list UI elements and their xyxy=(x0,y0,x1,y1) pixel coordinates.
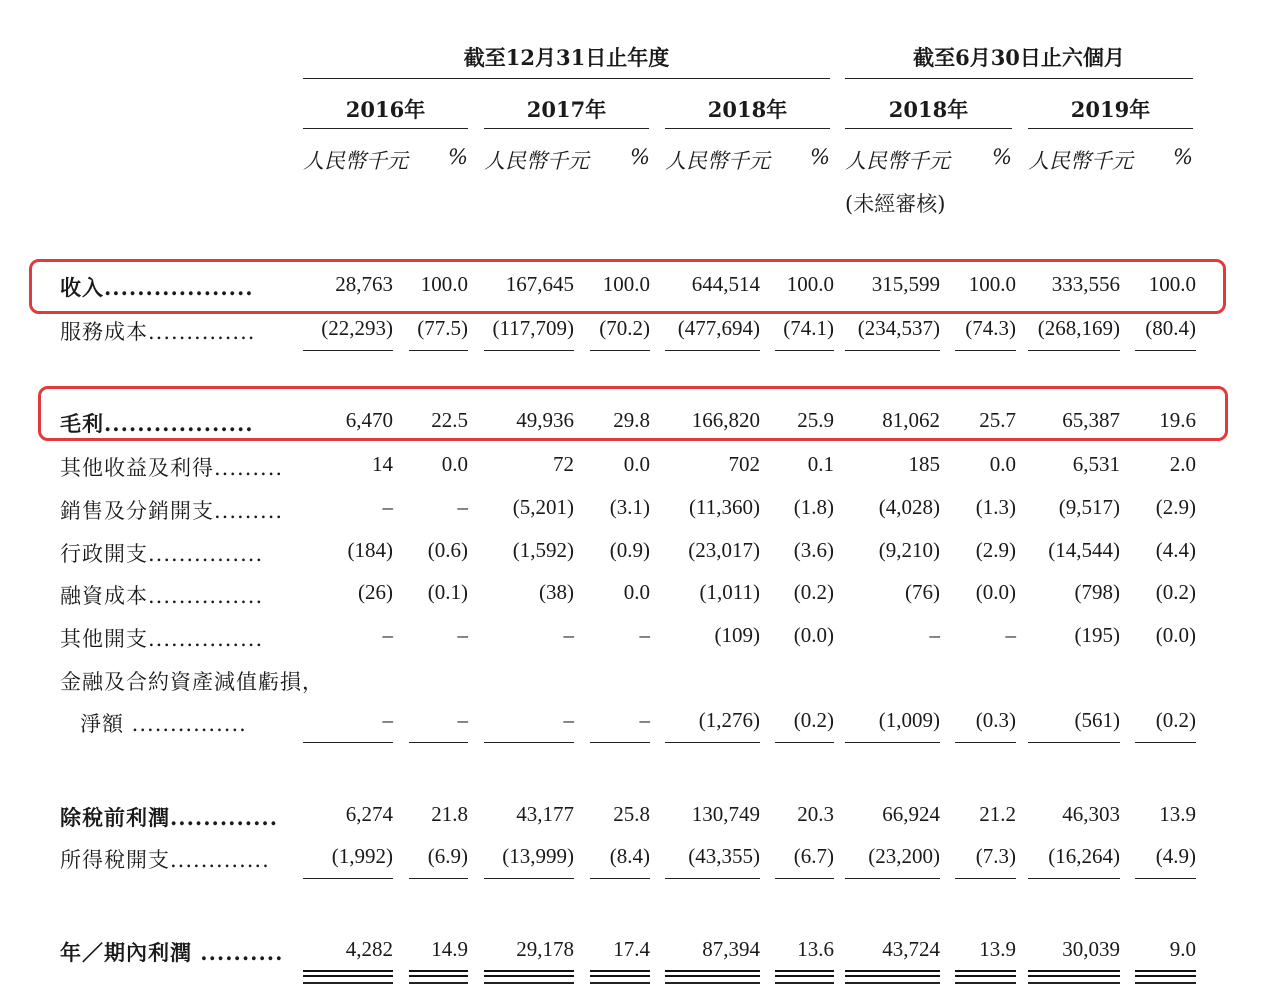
cell-other-expenses-1: – xyxy=(457,623,468,647)
cell-revenue-0: 28,763 xyxy=(335,272,393,296)
cell-income-tax-8: (16,264) xyxy=(1048,844,1120,868)
underline-1-6 xyxy=(845,742,940,743)
header-group-full-year: 截至12月31日止年度 xyxy=(463,45,670,70)
cell-impairment-losses-1: – xyxy=(457,708,468,732)
underline-0-6 xyxy=(845,350,940,351)
row-label-income-tax: 所得稅開支............. xyxy=(60,848,270,872)
cell-revenue-1: 100.0 xyxy=(420,272,468,296)
cell-revenue-6: 315,599 xyxy=(871,272,940,296)
year-header-2018: 2018年 xyxy=(707,97,788,122)
row-label-other-expenses: 其他開支............... xyxy=(60,627,264,651)
cell-profit-before-tax-2: 43,177 xyxy=(516,802,574,826)
cell-impairment-losses-2: – xyxy=(563,708,574,732)
cell-selling-expenses-1: – xyxy=(457,495,468,519)
row-label-revenue: 收入.................. xyxy=(60,275,254,300)
cell-profit-before-tax-0: 6,274 xyxy=(345,802,393,826)
cell-profit-for-period-5: 13.6 xyxy=(797,937,834,961)
double-underline-b-3 xyxy=(590,982,650,984)
cell-admin-expenses-4: (23,017) xyxy=(688,538,760,562)
cell-finance-costs-9: (0.2) xyxy=(1155,580,1196,604)
cell-profit-for-period-7: 13.9 xyxy=(979,937,1016,961)
cell-revenue-4: 644,514 xyxy=(691,272,760,296)
cell-gross-profit-1: 22.5 xyxy=(431,408,468,432)
cell-other-expenses-9: (0.0) xyxy=(1155,623,1196,647)
double-underline-2 xyxy=(484,970,574,977)
unit-amount-2019-h1: 人民幣千元 xyxy=(1028,149,1133,173)
cell-cost-of-services-0: (22,293) xyxy=(321,316,393,340)
cell-other-income-2: 72 xyxy=(553,452,574,476)
cell-profit-for-period-0: 4,282 xyxy=(345,937,393,961)
cell-revenue-3: 100.0 xyxy=(602,272,650,296)
double-underline-b-2 xyxy=(484,982,574,984)
cell-gross-profit-9: 19.6 xyxy=(1159,408,1196,432)
underline-0-1 xyxy=(409,350,468,351)
cell-impairment-losses-3: – xyxy=(639,708,650,732)
row-label-profit-for-period: 年／期內利潤 .......... xyxy=(60,940,284,965)
row-label-cost-of-services: 服務成本.............. xyxy=(60,320,256,344)
cell-gross-profit-8: 65,387 xyxy=(1062,408,1120,432)
unit-amount-2017: 人民幣千元 xyxy=(484,149,589,173)
cell-other-income-1: 0.0 xyxy=(441,452,468,476)
double-underline-b-6 xyxy=(845,982,940,984)
cell-selling-expenses-3: (3.1) xyxy=(609,495,650,519)
underline-1-7 xyxy=(955,742,1016,743)
cell-income-tax-1: (6.9) xyxy=(427,844,468,868)
cell-other-expenses-0: – xyxy=(382,623,393,647)
double-underline-b-0 xyxy=(303,982,393,984)
year-header-2019-h1: 2019年 xyxy=(1070,97,1151,122)
cell-admin-expenses-8: (14,544) xyxy=(1048,538,1120,562)
cell-other-expenses-6: – xyxy=(929,623,940,647)
cell-income-tax-7: (7.3) xyxy=(975,844,1016,868)
header-group-six-months: 截至6月30日止六個月 xyxy=(913,45,1125,70)
double-underline-7 xyxy=(955,970,1016,977)
unit-pct-2018-h1: % xyxy=(992,145,1012,169)
cell-income-tax-5: (6.7) xyxy=(793,844,834,868)
cell-revenue-2: 167,645 xyxy=(505,272,574,296)
cell-other-income-4: 702 xyxy=(728,452,760,476)
row-label-admin-expenses: 行政開支............... xyxy=(60,542,264,566)
cell-cost-of-services-7: (74.3) xyxy=(965,316,1016,340)
cell-profit-before-tax-3: 25.8 xyxy=(613,802,650,826)
cell-finance-costs-7: (0.0) xyxy=(975,580,1016,604)
cell-cost-of-services-3: (70.2) xyxy=(599,316,650,340)
unit-pct-2018: % xyxy=(810,145,830,169)
underline-0-5 xyxy=(775,350,834,351)
cell-profit-before-tax-4: 130,749 xyxy=(691,802,760,826)
cell-income-tax-6: (23,200) xyxy=(868,844,940,868)
year-underline-2018 xyxy=(665,128,830,129)
unit-amount-2018: 人民幣千元 xyxy=(665,149,770,173)
double-underline-b-4 xyxy=(665,982,760,984)
cell-admin-expenses-0: (184) xyxy=(347,538,393,562)
row-label-impairment-losses: 金融及合約資產減值虧損， xyxy=(60,670,324,694)
cell-cost-of-services-4: (477,694) xyxy=(677,316,760,340)
cell-finance-costs-0: (26) xyxy=(358,580,393,604)
unit-amount-2016: 人民幣千元 xyxy=(303,149,408,173)
cell-finance-costs-6: (76) xyxy=(905,580,940,604)
underline-2-4 xyxy=(665,878,760,879)
underline-1-2 xyxy=(484,742,574,743)
cell-gross-profit-5: 25.9 xyxy=(797,408,834,432)
double-underline-b-1 xyxy=(409,982,468,984)
underline-2-7 xyxy=(955,878,1016,879)
cell-admin-expenses-7: (2.9) xyxy=(975,538,1016,562)
cell-income-tax-4: (43,355) xyxy=(688,844,760,868)
underline-0-9 xyxy=(1135,350,1196,351)
cell-selling-expenses-9: (2.9) xyxy=(1155,495,1196,519)
cell-finance-costs-3: 0.0 xyxy=(623,580,650,604)
cell-income-tax-3: (8.4) xyxy=(609,844,650,868)
underline-0-4 xyxy=(665,350,760,351)
cell-selling-expenses-8: (9,517) xyxy=(1058,495,1120,519)
year-underline-2017 xyxy=(484,128,649,129)
cell-revenue-9: 100.0 xyxy=(1148,272,1196,296)
cell-other-expenses-3: – xyxy=(639,623,650,647)
double-underline-1 xyxy=(409,970,468,977)
underline-2-3 xyxy=(590,878,650,879)
double-underline-3 xyxy=(590,970,650,977)
double-underline-8 xyxy=(1028,970,1120,977)
row-label-profit-before-tax: 除稅前利潤............. xyxy=(60,805,279,830)
underline-2-6 xyxy=(845,878,940,879)
cell-admin-expenses-9: (4.4) xyxy=(1155,538,1196,562)
unit-amount-2018-h1: 人民幣千元 xyxy=(845,149,950,173)
cell-income-tax-0: (1,992) xyxy=(331,844,393,868)
cell-other-income-3: 0.0 xyxy=(623,452,650,476)
cell-other-income-7: 0.0 xyxy=(989,452,1016,476)
cell-selling-expenses-7: (1.3) xyxy=(975,495,1016,519)
double-underline-b-5 xyxy=(775,982,834,984)
underline-2-9 xyxy=(1135,878,1196,879)
cell-impairment-losses-9: (0.2) xyxy=(1155,708,1196,732)
cell-other-income-5: 0.1 xyxy=(807,452,834,476)
cell-cost-of-services-2: (117,709) xyxy=(492,316,574,340)
cell-other-income-6: 185 xyxy=(908,452,940,476)
underline-1-4 xyxy=(665,742,760,743)
underline-0-7 xyxy=(955,350,1016,351)
underline-1-9 xyxy=(1135,742,1196,743)
underline-1-0 xyxy=(303,742,393,743)
year-header-2017: 2017年 xyxy=(526,97,607,122)
cell-profit-before-tax-6: 66,924 xyxy=(882,802,940,826)
row-label-selling-expenses: 銷售及分銷開支......... xyxy=(60,499,284,523)
cell-selling-expenses-0: – xyxy=(382,495,393,519)
cell-profit-for-period-9: 9.0 xyxy=(1169,937,1196,961)
cell-finance-costs-2: (38) xyxy=(539,580,574,604)
cell-profit-for-period-3: 17.4 xyxy=(613,937,650,961)
row-label-gross-profit: 毛利.................. xyxy=(60,411,254,436)
underline-2-2 xyxy=(484,878,574,879)
cell-profit-for-period-1: 14.9 xyxy=(431,937,468,961)
underline-1-8 xyxy=(1028,742,1120,743)
double-underline-b-7 xyxy=(955,982,1016,984)
cell-impairment-losses-0: – xyxy=(382,708,393,732)
cell-impairment-losses-8: (561) xyxy=(1074,708,1120,732)
cell-profit-before-tax-9: 13.9 xyxy=(1159,802,1196,826)
cell-other-expenses-2: – xyxy=(563,623,574,647)
cell-cost-of-services-5: (74.1) xyxy=(783,316,834,340)
cell-other-income-8: 6,531 xyxy=(1072,452,1120,476)
cell-finance-costs-1: (0.1) xyxy=(427,580,468,604)
cell-profit-before-tax-1: 21.8 xyxy=(431,802,468,826)
cell-gross-profit-7: 25.7 xyxy=(979,408,1016,432)
cell-revenue-8: 333,556 xyxy=(1051,272,1120,296)
cell-finance-costs-5: (0.2) xyxy=(793,580,834,604)
double-underline-5 xyxy=(775,970,834,977)
double-underline-6 xyxy=(845,970,940,977)
underline-0-2 xyxy=(484,350,574,351)
year-underline-2019-h1 xyxy=(1028,128,1193,129)
double-underline-b-8 xyxy=(1028,982,1120,984)
underline-1-3 xyxy=(590,742,650,743)
double-underline-b-9 xyxy=(1135,982,1196,984)
underline-1-5 xyxy=(775,742,834,743)
unit-pct-2017: % xyxy=(630,145,650,169)
row-label-impairment-losses-cont: 淨額 ............... xyxy=(80,712,247,736)
cell-cost-of-services-6: (234,537) xyxy=(857,316,940,340)
cell-cost-of-services-9: (80.4) xyxy=(1145,316,1196,340)
underline-2-8 xyxy=(1028,878,1120,879)
unaudited-note: (未經審核) xyxy=(845,192,946,216)
double-underline-9 xyxy=(1135,970,1196,977)
underline-0-3 xyxy=(590,350,650,351)
cell-profit-before-tax-8: 46,303 xyxy=(1062,802,1120,826)
cell-finance-costs-8: (798) xyxy=(1074,580,1120,604)
cell-other-expenses-8: (195) xyxy=(1074,623,1120,647)
underline-0-8 xyxy=(1028,350,1120,351)
cell-gross-profit-4: 166,820 xyxy=(691,408,760,432)
cell-finance-costs-4: (1,011) xyxy=(699,580,760,604)
cell-impairment-losses-5: (0.2) xyxy=(793,708,834,732)
cell-income-tax-9: (4.9) xyxy=(1155,844,1196,868)
cell-profit-for-period-8: 30,039 xyxy=(1062,937,1120,961)
cell-income-tax-2: (13,999) xyxy=(502,844,574,868)
underline-0-0 xyxy=(303,350,393,351)
cell-other-expenses-5: (0.0) xyxy=(793,623,834,647)
underline-2-5 xyxy=(775,878,834,879)
unit-pct-2016: % xyxy=(448,145,468,169)
cell-revenue-7: 100.0 xyxy=(968,272,1016,296)
cell-selling-expenses-4: (11,360) xyxy=(689,495,760,519)
cell-cost-of-services-1: (77.5) xyxy=(417,316,468,340)
cell-other-income-9: 2.0 xyxy=(1169,452,1196,476)
row-label-finance-costs: 融資成本............... xyxy=(60,584,264,608)
cell-selling-expenses-6: (4,028) xyxy=(878,495,940,519)
cell-impairment-losses-7: (0.3) xyxy=(975,708,1016,732)
group-underline-six-months xyxy=(845,78,1193,79)
double-underline-0 xyxy=(303,970,393,977)
cell-admin-expenses-3: (0.9) xyxy=(609,538,650,562)
underline-2-1 xyxy=(409,878,468,879)
cell-impairment-losses-4: (1,276) xyxy=(698,708,760,732)
cell-other-income-0: 14 xyxy=(372,452,393,476)
cell-revenue-5: 100.0 xyxy=(786,272,834,296)
year-underline-2016 xyxy=(303,128,468,129)
underline-2-0 xyxy=(303,878,393,879)
cell-cost-of-services-8: (268,169) xyxy=(1037,316,1120,340)
unit-pct-2019-h1: % xyxy=(1173,145,1193,169)
cell-selling-expenses-2: (5,201) xyxy=(512,495,574,519)
cell-impairment-losses-6: (1,009) xyxy=(878,708,940,732)
cell-other-expenses-4: (109) xyxy=(714,623,760,647)
cell-profit-for-period-2: 29,178 xyxy=(516,937,574,961)
cell-selling-expenses-5: (1.8) xyxy=(793,495,834,519)
year-header-2016: 2016年 xyxy=(345,97,426,122)
cell-other-expenses-7: – xyxy=(1005,623,1016,647)
cell-gross-profit-6: 81,062 xyxy=(882,408,940,432)
cell-admin-expenses-6: (9,210) xyxy=(878,538,940,562)
cell-profit-before-tax-5: 20.3 xyxy=(797,802,834,826)
cell-gross-profit-2: 49,936 xyxy=(516,408,574,432)
cell-gross-profit-0: 6,470 xyxy=(345,408,393,432)
group-underline-full-year xyxy=(303,78,830,79)
cell-profit-for-period-4: 87,394 xyxy=(702,937,760,961)
cell-gross-profit-3: 29.8 xyxy=(613,408,650,432)
double-underline-4 xyxy=(665,970,760,977)
cell-profit-for-period-6: 43,724 xyxy=(882,937,940,961)
year-header-2018-h1: 2018年 xyxy=(888,97,969,122)
underline-1-1 xyxy=(409,742,468,743)
cell-profit-before-tax-7: 21.2 xyxy=(979,802,1016,826)
cell-admin-expenses-2: (1,592) xyxy=(512,538,574,562)
row-label-other-income: 其他收益及利得......... xyxy=(60,456,284,480)
cell-admin-expenses-5: (3.6) xyxy=(793,538,834,562)
year-underline-2018-h1 xyxy=(845,128,1012,129)
cell-admin-expenses-1: (0.6) xyxy=(427,538,468,562)
